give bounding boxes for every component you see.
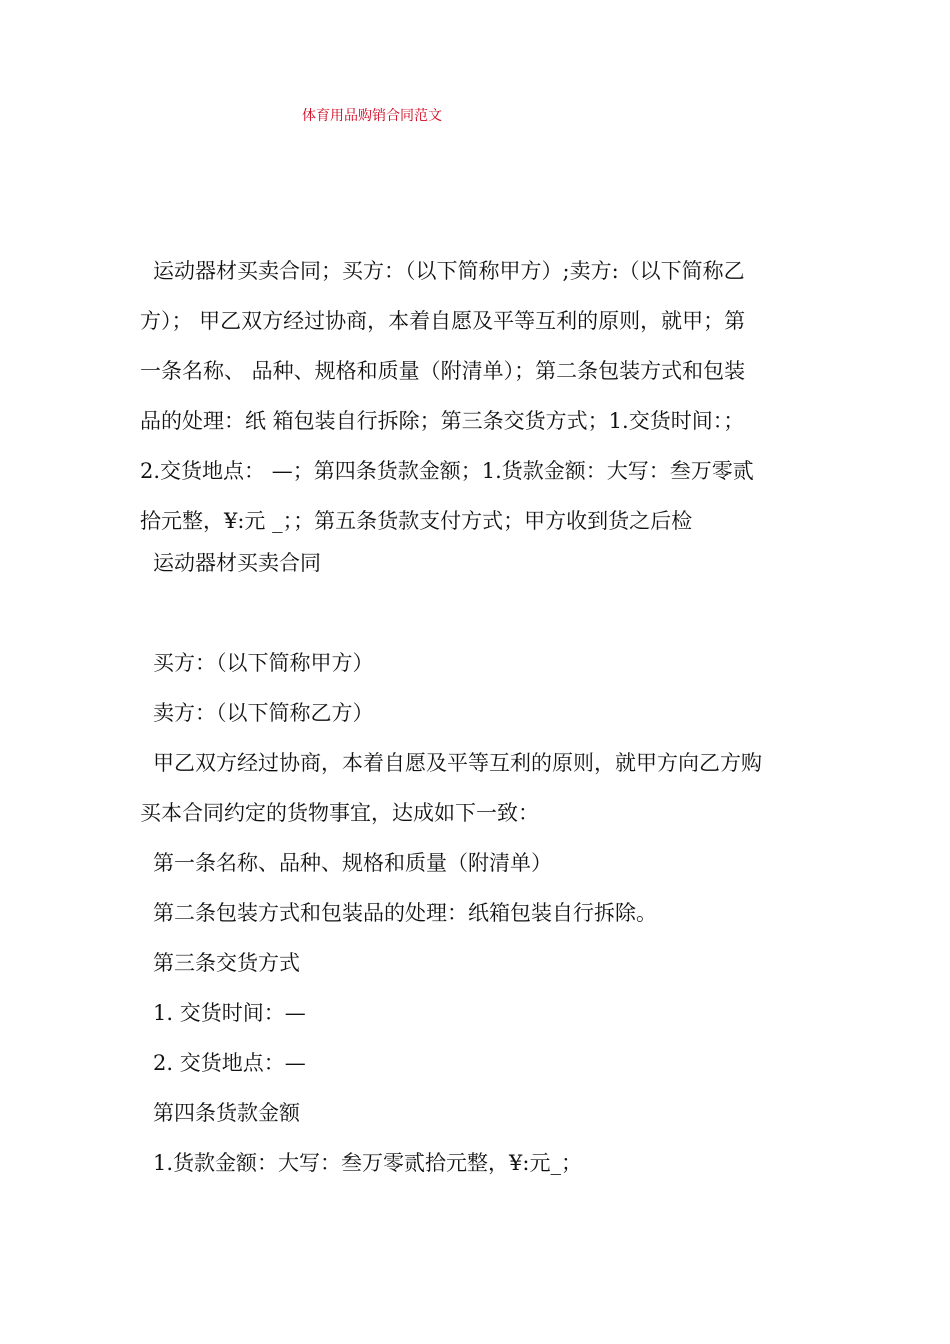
agreement-line: 买本合同约定的货物事宜，达成如下一致：: [140, 801, 539, 825]
document-title: 体育用品购销合同范文: [302, 108, 442, 124]
contract-heading: 运动器材买卖合同: [153, 551, 321, 575]
summary-line: 2.交货地点： —；第四条货款金额；1.货款金额：大写：叁万零贰: [140, 459, 754, 483]
summary-line: 一条名称、 品种、规格和质量（附清单）；第二条包装方式和包装: [140, 359, 746, 383]
article-3-item-1: 1. 交货时间：—: [153, 1001, 306, 1025]
seller-line: 卖方：（以下简称乙方）: [153, 701, 374, 725]
summary-line: 运动器材买卖合同；买方：（以下简称甲方）;卖方:（以下简称乙: [153, 259, 745, 283]
article-4-item-1: 1.货款金额：大写：叁万零贰拾元整，¥:元_；: [153, 1151, 582, 1175]
summary-paragraph: [140, 246, 820, 546]
article-2: 第二条包装方式和包装品的处理：纸箱包装自行拆除。: [153, 901, 657, 925]
article-3-item-2: 2. 交货地点：—: [153, 1051, 306, 1075]
article-4: 第四条货款金额: [153, 1101, 300, 1125]
summary-line: 方）； 甲乙双方经过协商，本着自愿及平等互利的原则，就甲；第: [140, 309, 746, 333]
buyer-line: 买方：（以下简称甲方）: [153, 651, 374, 675]
article-1: 第一条名称、品种、规格和质量（附清单）: [153, 851, 552, 875]
summary-line: 拾元整，¥:元 _；；第五条货款支付方式；甲方收到货之后检: [140, 509, 693, 533]
agreement-line: 甲乙双方经过协商，本着自愿及平等互利的原则，就甲方向乙方购: [153, 751, 762, 775]
summary-line: 品的处理：纸 箱包装自行拆除；第三条交货方式；1.交货时间：；: [140, 409, 745, 433]
article-3: 第三条交货方式: [153, 951, 300, 975]
